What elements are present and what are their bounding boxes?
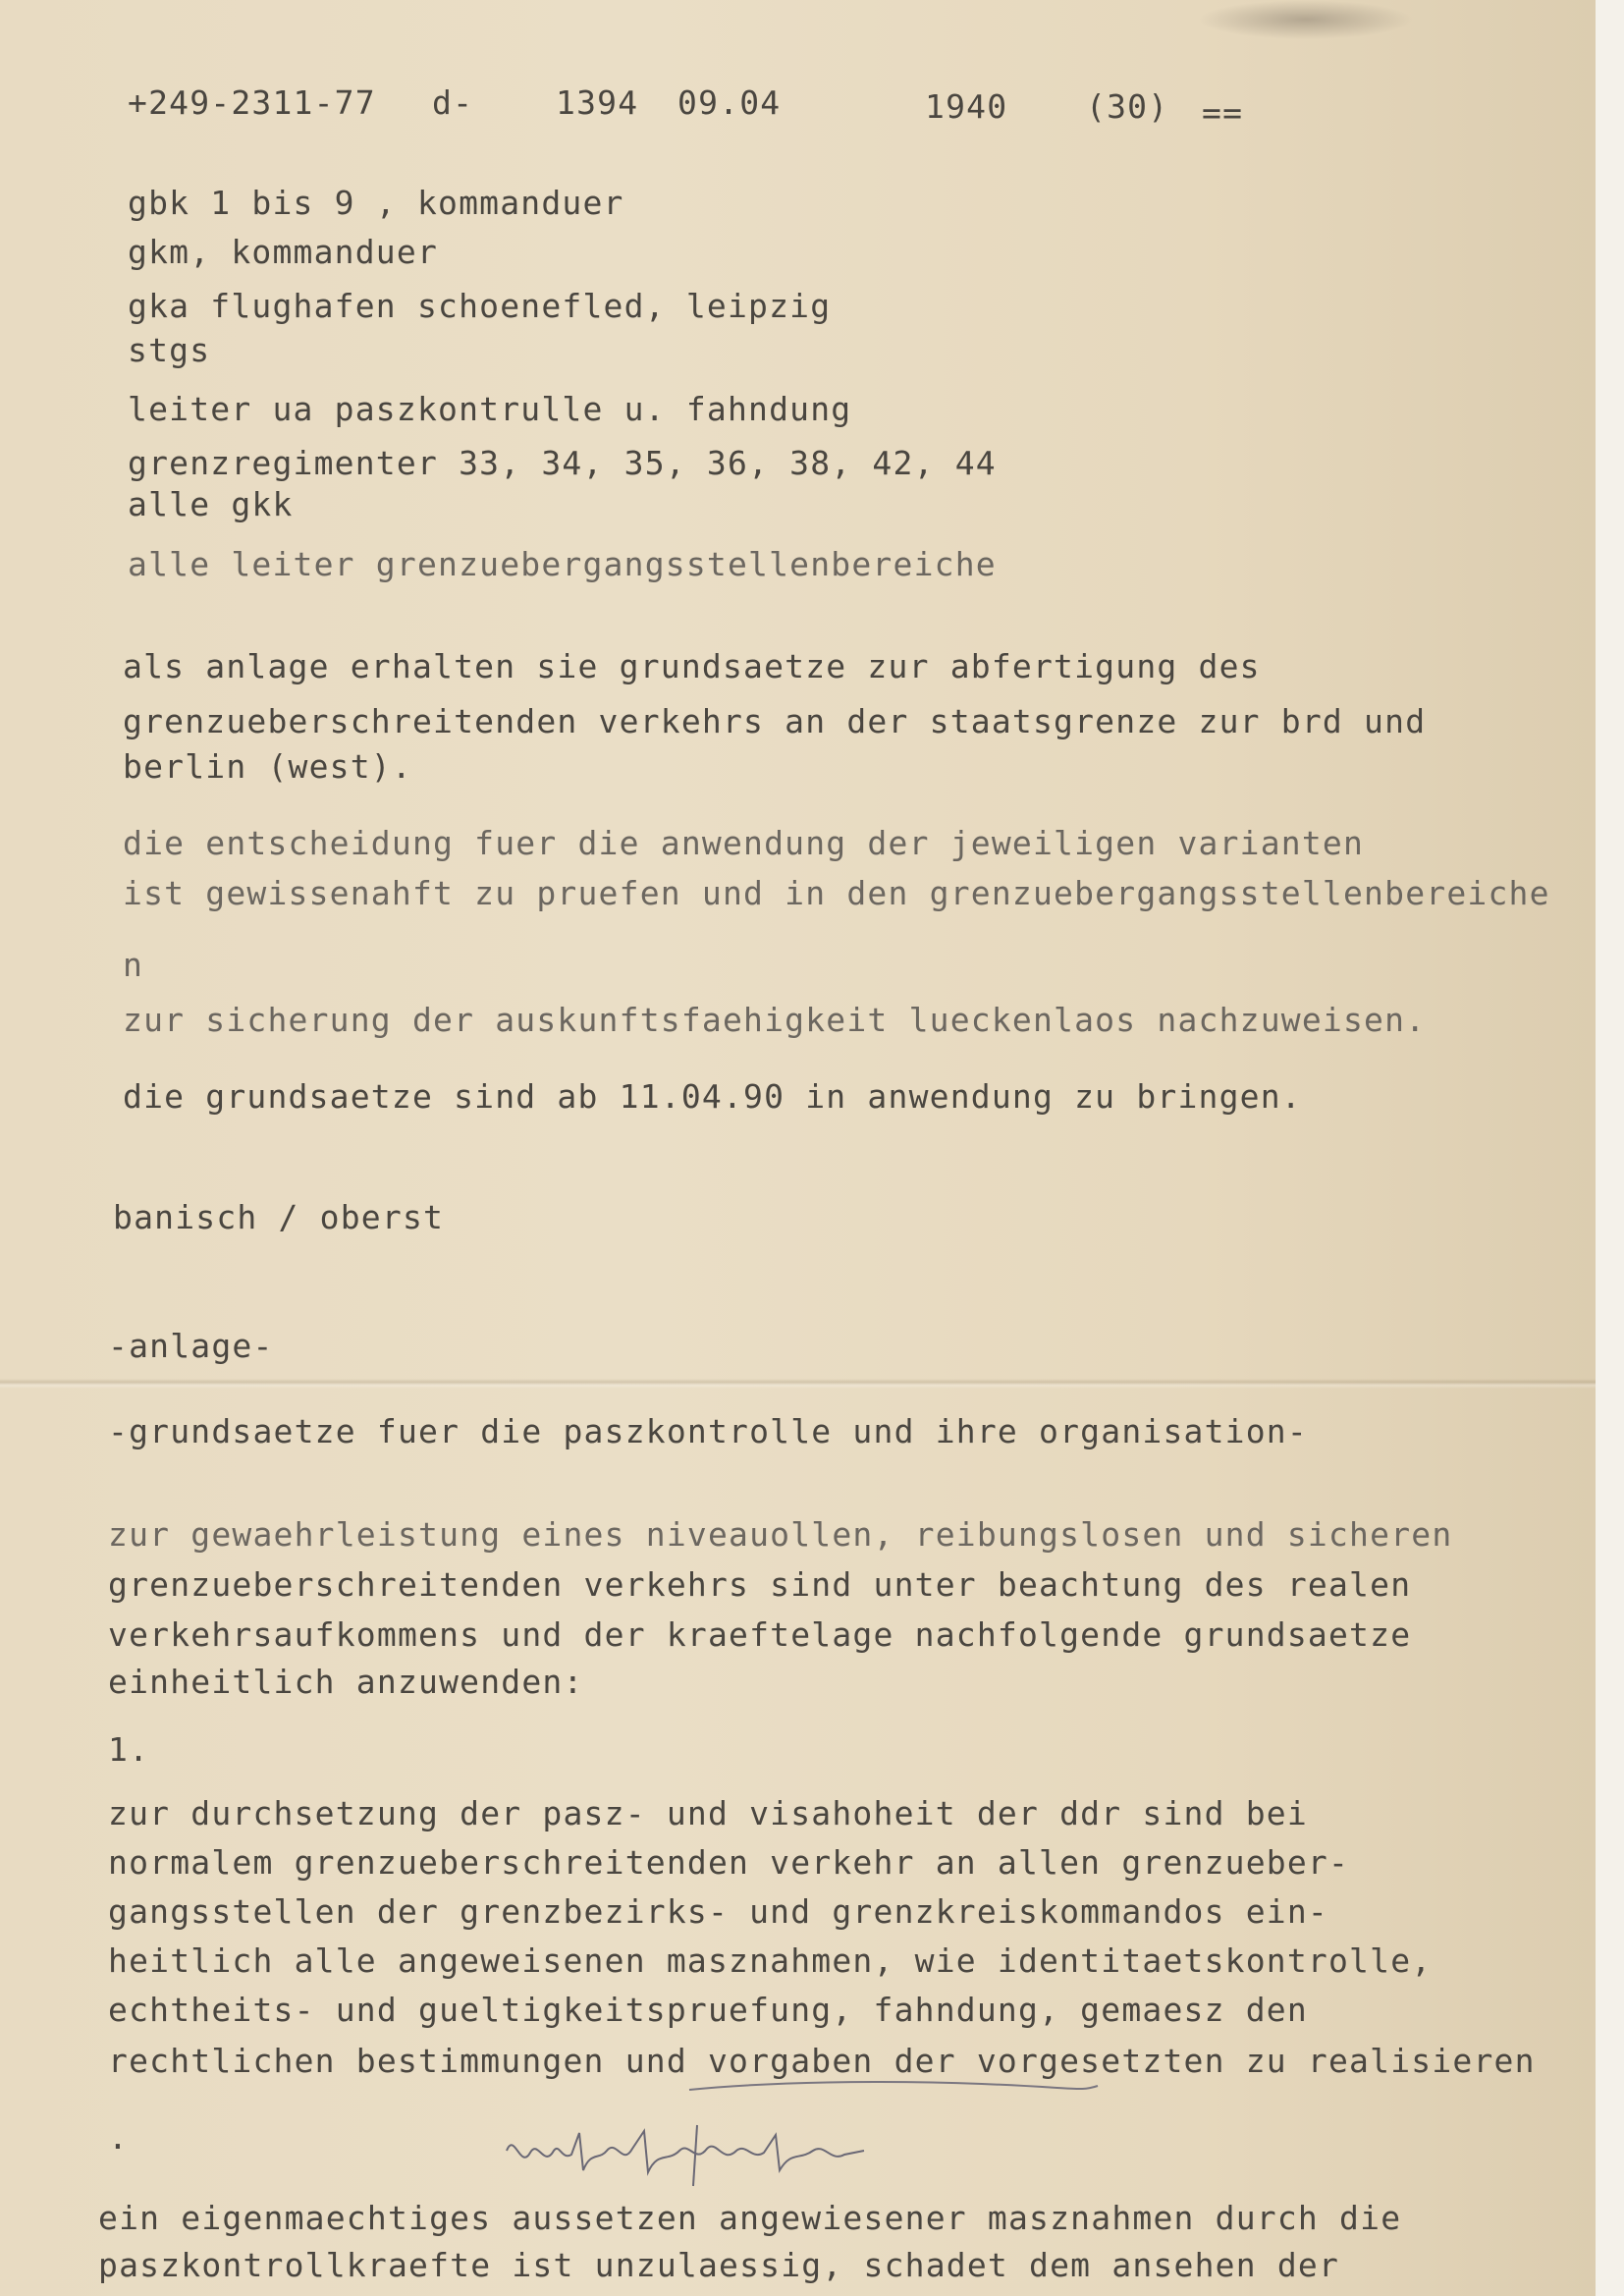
recipient-line: grenzregimenter 33, 34, 35, 36, 38, 42, 44 — [128, 444, 997, 482]
body-line: zur sicherung der auskunftsfaehigkeit lueckenlaos nachzuweisen. — [123, 1001, 1427, 1039]
item-line: ein eigenmaechtiges aussetzen angewiesener masznahmen durch die — [98, 2199, 1402, 2237]
handwritten-annotation — [501, 2121, 874, 2190]
item-line: zur durchsetzung der pasz- und visahoheit der ddr sind bei — [108, 1794, 1308, 1832]
annex-line: einheitlich anzuwenden: — [108, 1663, 584, 1701]
message-sequence: 1394 — [556, 83, 639, 122]
annex-line: zur gewaehrleistung eines niveauollen, reibungslosen und sicheren — [108, 1515, 1453, 1554]
message-number: +249-2311-77 — [128, 83, 376, 122]
body-line: die entscheidung fuer die anwendung der jeweiligen varianten — [123, 824, 1365, 862]
body-line: die grundsaetze sind ab 11.04.90 in anwendung zu bringen. — [123, 1077, 1302, 1116]
message-end: == — [1202, 93, 1244, 132]
annex-marker: -anlage- — [108, 1327, 274, 1365]
recipient-line: gbk 1 bis 9 , kommanduer — [128, 184, 624, 222]
item-line: paszkontrollkraefte ist unzulaessig, schadet dem ansehen der — [98, 2246, 1340, 2284]
body-line: ist gewissenahft zu pruefen und in den grenzuebergangsstellenbereiche — [123, 874, 1550, 912]
ink-stain — [1198, 0, 1414, 39]
body-line: grenzueberschreitenden verkehrs an der staatsgrenze zur brd und — [123, 702, 1427, 740]
message-count: (30) — [1086, 87, 1169, 126]
annex-line: verkehrsaufkommens und der kraeftelage nachfolgende grundsaetze — [108, 1615, 1412, 1654]
recipient-line: alle leiter grenzuebergangsstellenbereiche — [128, 545, 997, 583]
annex-line: grenzueberschreitenden verkehrs sind unter beachtung des realen — [108, 1565, 1412, 1604]
message-time: 1940 — [925, 87, 1008, 126]
recipient-line: leiter ua paszkontrulle u. fahndung — [128, 390, 852, 428]
recipient-line: alle gkk — [128, 485, 294, 523]
scan-background — [1596, 0, 1624, 2296]
recipient-line: stgs — [128, 331, 211, 369]
item-line: rechtlichen bestimmungen und vorgaben der vorgesetzten zu realisieren — [108, 2042, 1536, 2080]
body-line: n — [123, 946, 144, 984]
body-line: berlin (west). — [123, 747, 412, 786]
item-line: gangsstellen der grenzbezirks- und grenzkreiskommandos ein- — [108, 1892, 1328, 1931]
signature: banisch / oberst — [113, 1198, 445, 1236]
recipient-line: gka flughafen schoenefled, leipzig — [128, 287, 832, 325]
message-code: d- — [432, 83, 474, 122]
message-date: 09.04 — [677, 83, 782, 122]
item-line: heitlich alle angeweisenen masznahmen, wie identitaetskontrolle, — [108, 1941, 1433, 1980]
fold-line — [0, 1379, 1596, 1389]
stray-dot: . — [108, 2118, 130, 2157]
item-number: 1. — [108, 1730, 150, 1769]
item-line: normalem grenzueberschreitenden verkehr an allen grenzueber- — [108, 1843, 1350, 1882]
item-line: echtheits- und gueltigkeitspruefung, fahndung, gemaesz den — [108, 1991, 1308, 2029]
annex-title: -grundsaetze fuer die paszkontrolle und ihre organisation- — [108, 1412, 1308, 1450]
pencil-underline — [687, 2072, 1100, 2102]
body-line: als anlage erhalten sie grundsaetze zur abfertigung des — [123, 647, 1261, 685]
recipient-line: gkm, kommanduer — [128, 233, 439, 271]
